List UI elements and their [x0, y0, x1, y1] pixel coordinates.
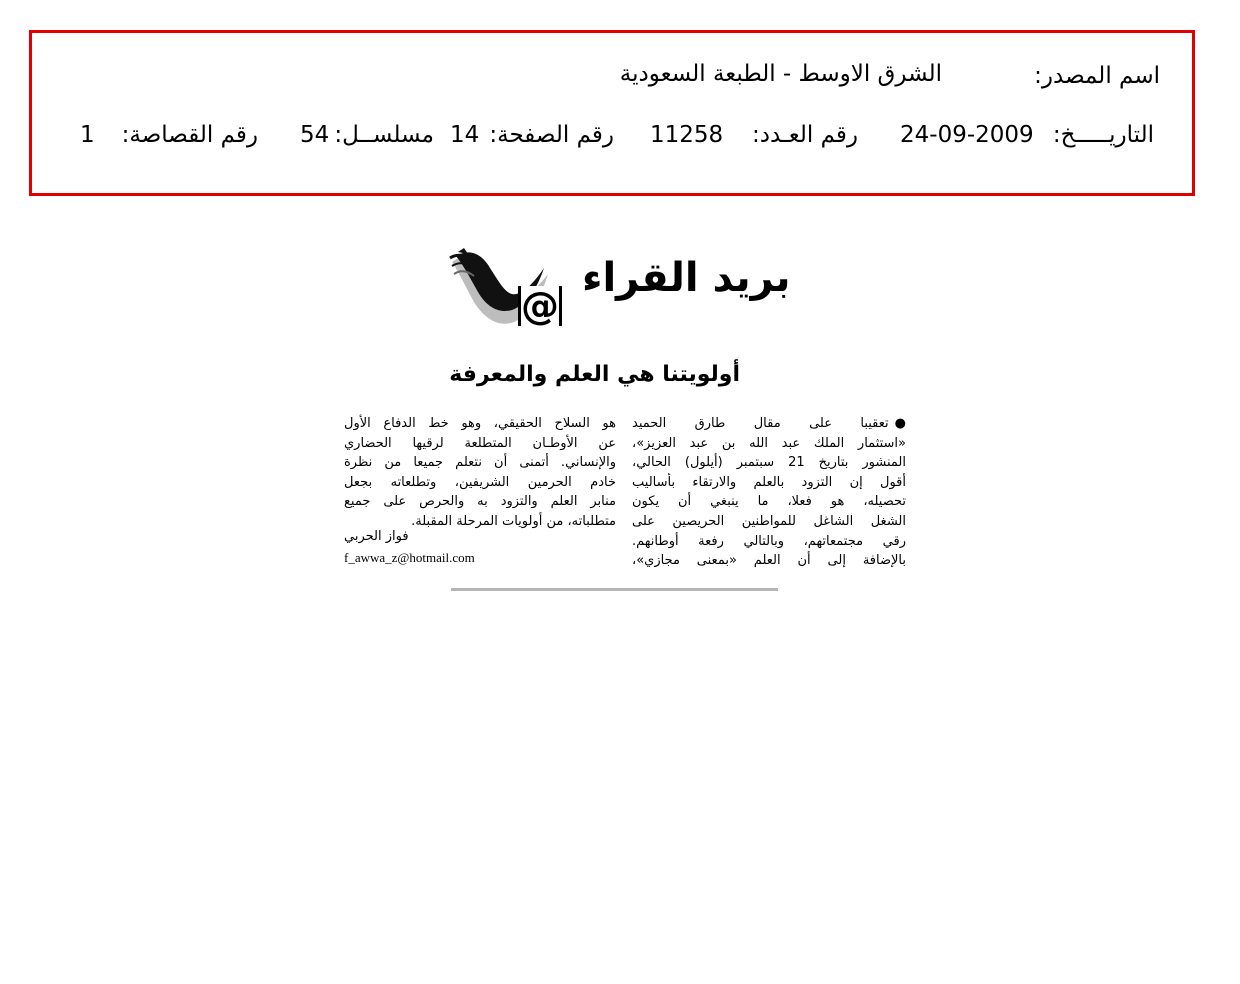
column-line: «استثمار الملك عبد الله بن عبد العزيز»،	[632, 435, 906, 451]
column-line: بالإضافة إلى أن العلم «بمعنى مجازي»،	[632, 553, 906, 569]
column-line: والإنساني. أتمنى أن نتعلم جميعا من نظرة	[344, 455, 616, 471]
author-email: f_awwa_z@hotmail.com	[344, 550, 475, 565]
column-line: تحصيله، هو فعلا، ما ينبغي أن يكون	[632, 494, 906, 510]
metadata-box	[29, 30, 1195, 196]
clip-value: 1	[80, 122, 95, 148]
article-headline: أولويتنا هي العلم والمعرفة	[449, 362, 740, 387]
column-line: خادم الحرمين الشريفين، وتطلعاته بجعل	[344, 474, 616, 490]
column-line: المنشور بتاريخ 21 سبتمبر (أيلول) الحالي،	[632, 455, 906, 471]
column-line: ●تعقيبا على مقال طارق الحميد	[632, 414, 906, 434]
svg-text:@: @	[521, 284, 559, 328]
issue-value: 11258	[650, 122, 724, 148]
article-column-right	[632, 414, 906, 571]
column-line: رقي مجتمعاتهم، وبالتالي رفعة أوطانهم.	[632, 533, 906, 549]
divider-rule	[451, 588, 778, 591]
issue-label: رقم العـدد:	[751, 122, 858, 148]
source-value: الشرق الاوسط - الطبعة السعودية	[619, 61, 942, 87]
column-line: عن الأوطـان المتطلعة لرقيها الحضاري	[344, 435, 616, 451]
column-line: متطلباته، من أولويات المرحلة المقبلة.	[411, 513, 616, 529]
column-line: أقول إن التزود بالعلم والارتقاء بأساليب	[632, 474, 906, 490]
section-title: بريد القراء	[582, 255, 791, 301]
column-line: الشغل الشاغل للمواطنين الحريصين على	[632, 513, 906, 529]
page-value: 14	[450, 122, 480, 148]
page-label: رقم الصفحة:	[489, 122, 614, 148]
serial-value: 54	[300, 122, 330, 148]
bullet-icon: ●	[894, 416, 906, 431]
date-label: التاريـــــخ:	[1052, 122, 1154, 148]
readers-mail-logo-icon	[448, 248, 566, 330]
article-author: فواز الحربي	[344, 529, 409, 544]
article-column-left	[344, 414, 616, 532]
column-line: هو السلاح الحقيقي، وهو خط الدفاع الأول	[344, 416, 616, 431]
date-value: 24-09-2009	[900, 122, 1034, 148]
column-line: منابر العلم والتزود به والحرص على جميع	[344, 494, 616, 510]
serial-label: مسلســل:	[334, 122, 434, 148]
clip-label: رقم القصاصة:	[121, 122, 258, 148]
source-label: اسم المصدر:	[1034, 63, 1160, 89]
